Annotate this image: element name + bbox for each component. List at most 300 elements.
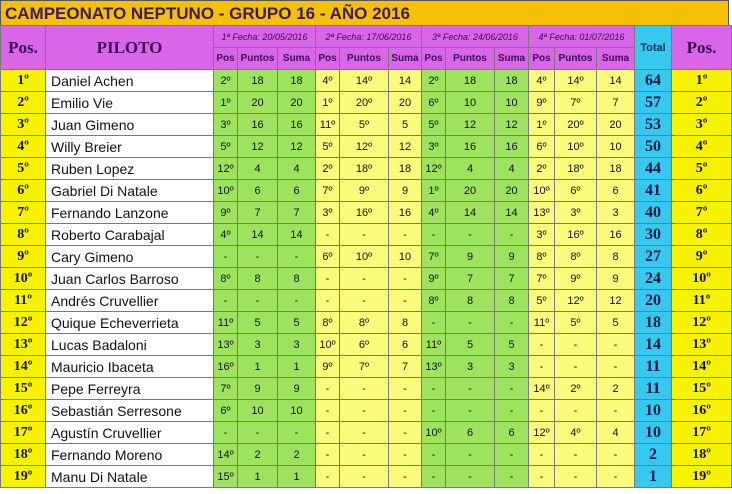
sum-cell: -	[495, 378, 529, 400]
sum-cell: 12	[389, 136, 422, 158]
points-cell: -	[446, 224, 495, 246]
subheader-suma-fecha-3: Suma	[495, 48, 529, 70]
pilot-name-cell: Manu Di Natale	[46, 466, 214, 488]
points-cell: 2º	[555, 378, 597, 400]
points-cell: 3	[238, 334, 278, 356]
race-pos-cell: 12º	[214, 158, 238, 180]
points-cell: 6	[238, 180, 278, 202]
race-pos-cell: -	[316, 422, 340, 444]
sum-cell: -	[389, 444, 422, 466]
position-cell: 19º	[1, 466, 46, 488]
header-piloto: PILOTO	[46, 26, 214, 70]
pilot-name-cell: Sebastián Serresone	[46, 400, 214, 422]
race-pos-cell: -	[316, 444, 340, 466]
points-cell: 9	[238, 378, 278, 400]
total-cell: 41	[635, 180, 672, 202]
subheader-pos-fecha-3: Pos	[422, 48, 446, 70]
race-pos-cell: 6º	[422, 92, 446, 114]
points-cell: 20	[446, 180, 495, 202]
points-cell: -	[555, 466, 597, 488]
sum-cell: -	[495, 224, 529, 246]
race-pos-cell: 3º	[316, 202, 340, 224]
race-pos-cell: 3º	[422, 136, 446, 158]
points-cell: 18º	[555, 158, 597, 180]
race-pos-cell: 1º	[316, 92, 340, 114]
subheader-suma-fecha-2: Suma	[389, 48, 422, 70]
race-pos-cell: -	[316, 268, 340, 290]
race-pos-cell: -	[529, 466, 555, 488]
sum-cell: 12	[278, 136, 316, 158]
sum-cell: 6	[495, 422, 529, 444]
sum-cell: 4	[278, 158, 316, 180]
position-cell-right: 4º	[672, 136, 732, 158]
points-cell: -	[238, 246, 278, 268]
table-row	[1, 136, 732, 158]
pilot-name-cell: Emilio Vie	[46, 92, 214, 114]
points-cell: 1	[238, 356, 278, 378]
sum-cell: 20	[495, 180, 529, 202]
points-cell: -	[446, 312, 495, 334]
sum-cell: -	[389, 224, 422, 246]
position-cell: 15º	[1, 378, 46, 400]
sum-cell: -	[389, 378, 422, 400]
pilot-name-cell: Quique Echeverrieta	[46, 312, 214, 334]
race-pos-cell: 7º	[422, 246, 446, 268]
sum-cell: -	[495, 400, 529, 422]
pilot-name-cell: Fernando Moreno	[46, 444, 214, 466]
position-cell: 12º	[1, 312, 46, 334]
pilot-name-cell: Fernando Lanzone	[46, 202, 214, 224]
points-cell: -	[340, 400, 389, 422]
pilot-name-cell: Ruben Lopez	[46, 158, 214, 180]
points-cell: 20º	[340, 92, 389, 114]
points-cell: 10º	[555, 136, 597, 158]
header-fecha-2: 2ª Fecha: 17/06/2016	[316, 26, 422, 48]
sum-cell: 9	[278, 378, 316, 400]
position-cell-right: 8º	[672, 224, 732, 246]
position-cell: 11º	[1, 290, 46, 312]
sum-cell: 14	[389, 70, 422, 92]
sum-cell: -	[597, 356, 635, 378]
points-cell: 12	[238, 136, 278, 158]
position-cell: 8º	[1, 224, 46, 246]
sum-cell: 20	[278, 92, 316, 114]
table-row	[1, 422, 732, 444]
position-cell: 13º	[1, 334, 46, 356]
sum-cell: 20	[389, 92, 422, 114]
subheader-pos-fecha-4: Pos	[529, 48, 555, 70]
race-pos-cell: 3º	[529, 224, 555, 246]
header-total: Total	[635, 26, 672, 70]
points-cell: 20º	[555, 114, 597, 136]
points-cell: 10º	[340, 246, 389, 268]
subheader-pos-fecha-1: Pos	[214, 48, 238, 70]
sum-cell: 5	[495, 334, 529, 356]
position-cell: 5º	[1, 158, 46, 180]
sum-cell: 5	[389, 114, 422, 136]
position-cell-right: 3º	[672, 114, 732, 136]
points-cell: 7º	[340, 356, 389, 378]
total-cell: 20	[635, 290, 672, 312]
sum-cell: 1	[278, 466, 316, 488]
points-cell: -	[446, 378, 495, 400]
table-row	[1, 444, 732, 466]
sum-cell: 7	[495, 268, 529, 290]
points-cell: -	[340, 290, 389, 312]
total-cell: 40	[635, 202, 672, 224]
total-cell: 27	[635, 246, 672, 268]
sum-cell: 16	[495, 136, 529, 158]
sum-cell: 10	[495, 92, 529, 114]
sum-cell: 10	[278, 400, 316, 422]
position-cell-right: 15º	[672, 378, 732, 400]
points-cell: -	[340, 378, 389, 400]
position-cell-right: 9º	[672, 246, 732, 268]
race-pos-cell: 10º	[422, 422, 446, 444]
table-row	[1, 202, 732, 224]
position-cell-right: 17º	[672, 422, 732, 444]
pilot-name-cell: Daniel Achen	[46, 70, 214, 92]
table-row	[1, 290, 732, 312]
pilot-name-cell: Willy Breier	[46, 136, 214, 158]
race-pos-cell: 9º	[316, 356, 340, 378]
race-pos-cell: 2º	[214, 70, 238, 92]
position-cell-right: 2º	[672, 92, 732, 114]
points-cell: 18º	[340, 158, 389, 180]
race-pos-cell: 2º	[316, 158, 340, 180]
sum-cell: 6	[389, 334, 422, 356]
race-pos-cell: 11º	[529, 312, 555, 334]
race-pos-cell: 9º	[422, 268, 446, 290]
race-pos-cell: 6º	[529, 136, 555, 158]
sum-cell: 18	[278, 70, 316, 92]
table-row	[1, 92, 732, 114]
subheader-puntos-fecha-3: Puntos	[446, 48, 495, 70]
total-cell: 2	[635, 444, 672, 466]
race-pos-cell: 8º	[529, 246, 555, 268]
position-cell: 4º	[1, 136, 46, 158]
sum-cell: 3	[597, 202, 635, 224]
total-cell: 53	[635, 114, 672, 136]
points-cell: 9º	[340, 180, 389, 202]
points-cell: -	[340, 444, 389, 466]
table-row	[1, 70, 732, 92]
sum-cell: -	[495, 466, 529, 488]
sum-cell: -	[597, 466, 635, 488]
position-cell: 9º	[1, 246, 46, 268]
sum-cell: -	[278, 290, 316, 312]
race-pos-cell: 12º	[529, 422, 555, 444]
sum-cell: 2	[278, 444, 316, 466]
points-cell: 16	[238, 114, 278, 136]
race-pos-cell: 4º	[529, 70, 555, 92]
race-pos-cell: 10º	[214, 180, 238, 202]
sum-cell: 8	[389, 312, 422, 334]
points-cell: 18	[238, 70, 278, 92]
total-cell: 14	[635, 334, 672, 356]
race-pos-cell: 16º	[214, 356, 238, 378]
points-cell: 8	[238, 268, 278, 290]
points-cell: -	[555, 356, 597, 378]
race-pos-cell: -	[316, 290, 340, 312]
table-row	[1, 180, 732, 202]
points-cell: 3	[446, 356, 495, 378]
sum-cell: 8	[495, 290, 529, 312]
total-cell: 50	[635, 136, 672, 158]
sum-cell: 12	[597, 290, 635, 312]
sheet-title: CAMPEONATO NEPTUNO - GRUPO 16 - AÑO 2016	[0, 0, 729, 25]
sum-cell: 6	[278, 180, 316, 202]
race-pos-cell: 11º	[422, 334, 446, 356]
race-pos-cell: 4º	[316, 70, 340, 92]
sum-cell: -	[389, 268, 422, 290]
points-cell: 7º	[555, 92, 597, 114]
position-cell: 6º	[1, 180, 46, 202]
header-pos-right: Pos.	[672, 26, 732, 70]
race-pos-cell: 5º	[316, 136, 340, 158]
race-pos-cell: -	[529, 444, 555, 466]
position-cell: 2º	[1, 92, 46, 114]
table-row	[1, 356, 732, 378]
points-cell: -	[555, 400, 597, 422]
points-cell: 6º	[555, 180, 597, 202]
race-pos-cell: 8º	[422, 290, 446, 312]
race-pos-cell: 2º	[529, 158, 555, 180]
race-pos-cell: -	[316, 378, 340, 400]
points-cell: -	[446, 466, 495, 488]
subheader-suma-fecha-1: Suma	[278, 48, 316, 70]
points-cell: 5	[238, 312, 278, 334]
points-cell: 1	[238, 466, 278, 488]
position-cell-right: 5º	[672, 158, 732, 180]
position-cell: 3º	[1, 114, 46, 136]
race-pos-cell: -	[422, 312, 446, 334]
sum-cell: 9	[389, 180, 422, 202]
race-pos-cell: -	[422, 378, 446, 400]
sum-cell: -	[389, 290, 422, 312]
position-cell-right: 18º	[672, 444, 732, 466]
points-cell: -	[555, 444, 597, 466]
table-row	[1, 114, 732, 136]
race-pos-cell: 6º	[316, 246, 340, 268]
points-cell: -	[340, 268, 389, 290]
points-cell: 16º	[555, 224, 597, 246]
total-cell: 10	[635, 422, 672, 444]
race-pos-cell: -	[422, 224, 446, 246]
subheader-puntos-fecha-2: Puntos	[340, 48, 389, 70]
race-pos-cell: 8º	[316, 312, 340, 334]
sum-cell: 9	[495, 246, 529, 268]
points-cell: 12	[446, 114, 495, 136]
race-pos-cell: -	[422, 400, 446, 422]
table-row	[1, 268, 732, 290]
race-pos-cell: 4º	[214, 224, 238, 246]
subheader-suma-fecha-4: Suma	[597, 48, 635, 70]
total-cell: 10	[635, 400, 672, 422]
table-row	[1, 312, 732, 334]
position-cell-right: 6º	[672, 180, 732, 202]
sum-cell: 20	[597, 114, 635, 136]
race-pos-cell: 13º	[422, 356, 446, 378]
position-cell-right: 19º	[672, 466, 732, 488]
race-pos-cell: 4º	[422, 202, 446, 224]
race-pos-cell: 7º	[316, 180, 340, 202]
position-cell: 16º	[1, 400, 46, 422]
sum-cell: 4	[495, 158, 529, 180]
sum-cell: 7	[389, 356, 422, 378]
header-fecha-1: 1ª Fecha: 20/05/2016	[214, 26, 316, 48]
sum-cell: -	[495, 444, 529, 466]
race-pos-cell: 2º	[422, 70, 446, 92]
total-cell: 64	[635, 70, 672, 92]
race-pos-cell: 12º	[422, 158, 446, 180]
points-cell: 20	[238, 92, 278, 114]
sum-cell: -	[597, 400, 635, 422]
race-pos-cell: 9º	[214, 202, 238, 224]
race-pos-cell: 3º	[214, 114, 238, 136]
points-cell: -	[340, 422, 389, 444]
position-cell-right: 16º	[672, 400, 732, 422]
points-cell: -	[555, 334, 597, 356]
subheader-puntos-fecha-4: Puntos	[555, 48, 597, 70]
race-pos-cell: 8º	[214, 268, 238, 290]
points-cell: 18	[446, 70, 495, 92]
total-cell: 57	[635, 92, 672, 114]
points-cell: 9º	[555, 268, 597, 290]
pilot-name-cell: Cary Gimeno	[46, 246, 214, 268]
total-cell: 18	[635, 312, 672, 334]
points-cell: -	[340, 224, 389, 246]
standings-table	[0, 25, 732, 488]
race-pos-cell: -	[316, 400, 340, 422]
pilot-name-cell: Pepe Ferreyra	[46, 378, 214, 400]
sum-cell: 2	[597, 378, 635, 400]
total-cell: 1	[635, 466, 672, 488]
points-cell: 10	[446, 92, 495, 114]
pilot-name-cell: Agustín Cruvellier	[46, 422, 214, 444]
points-cell: 8	[446, 290, 495, 312]
pilot-name-cell: Gabriel Di Natale	[46, 180, 214, 202]
sum-cell: 12	[495, 114, 529, 136]
points-cell: 14º	[340, 70, 389, 92]
sum-cell: -	[495, 312, 529, 334]
race-pos-cell: -	[214, 290, 238, 312]
points-cell: 8º	[340, 312, 389, 334]
sum-cell: -	[278, 422, 316, 444]
race-pos-cell: -	[422, 444, 446, 466]
points-cell: 12º	[340, 136, 389, 158]
points-cell: 12º	[555, 290, 597, 312]
pilot-name-cell: Juan Gimeno	[46, 114, 214, 136]
sum-cell: -	[278, 246, 316, 268]
race-pos-cell: 10º	[316, 334, 340, 356]
total-cell: 11	[635, 356, 672, 378]
total-cell: 44	[635, 158, 672, 180]
sum-cell: -	[389, 466, 422, 488]
points-cell: 14º	[555, 70, 597, 92]
sum-cell: 16	[389, 202, 422, 224]
sum-cell: 16	[278, 114, 316, 136]
sum-cell: -	[597, 444, 635, 466]
position-cell: 7º	[1, 202, 46, 224]
points-cell: 6	[446, 422, 495, 444]
points-cell: 5º	[340, 114, 389, 136]
points-cell: -	[238, 422, 278, 444]
sum-cell: 18	[597, 158, 635, 180]
sum-cell: 18	[389, 158, 422, 180]
table-row	[1, 246, 732, 268]
race-pos-cell: 1º	[214, 92, 238, 114]
points-cell: 16	[446, 136, 495, 158]
position-cell: 10º	[1, 268, 46, 290]
header-row-fechas	[1, 26, 732, 48]
sum-cell: 3	[495, 356, 529, 378]
sum-cell: 5	[278, 312, 316, 334]
header-pos: Pos.	[1, 26, 46, 70]
position-cell-right: 13º	[672, 334, 732, 356]
points-cell: 14	[238, 224, 278, 246]
pilot-name-cell: Lucas Badaloni	[46, 334, 214, 356]
sum-cell: 18	[495, 70, 529, 92]
race-pos-cell: -	[529, 400, 555, 422]
subheader-puntos-fecha-1: Puntos	[238, 48, 278, 70]
total-cell: 11	[635, 378, 672, 400]
points-cell: 10	[238, 400, 278, 422]
race-pos-cell: 10º	[529, 180, 555, 202]
sum-cell: 14	[278, 224, 316, 246]
points-cell: 2	[238, 444, 278, 466]
race-pos-cell: 5º	[214, 136, 238, 158]
race-pos-cell: -	[529, 356, 555, 378]
sum-cell: -	[597, 334, 635, 356]
sum-cell: 6	[597, 180, 635, 202]
table-row	[1, 400, 732, 422]
pilot-name-cell: Juan Carlos Barroso	[46, 268, 214, 290]
race-pos-cell: -	[422, 466, 446, 488]
race-pos-cell: 7º	[214, 378, 238, 400]
race-pos-cell: 6º	[214, 400, 238, 422]
sum-cell: 1	[278, 356, 316, 378]
position-cell-right: 7º	[672, 202, 732, 224]
race-pos-cell: 13º	[529, 202, 555, 224]
points-cell: 7	[238, 202, 278, 224]
position-cell: 1º	[1, 70, 46, 92]
points-cell: 5º	[555, 312, 597, 334]
table-row	[1, 334, 732, 356]
position-cell: 14º	[1, 356, 46, 378]
race-pos-cell: 9º	[529, 92, 555, 114]
header-fecha-4: 4ª Fecha: 01/07/2016	[529, 26, 635, 48]
points-cell: 8º	[555, 246, 597, 268]
table-row	[1, 158, 732, 180]
race-pos-cell: 1º	[422, 180, 446, 202]
sum-cell: -	[389, 400, 422, 422]
subheader-pos-fecha-2: Pos	[316, 48, 340, 70]
points-cell: 4	[446, 158, 495, 180]
points-cell: -	[446, 400, 495, 422]
points-cell: 3º	[555, 202, 597, 224]
sum-cell: 4	[597, 422, 635, 444]
race-pos-cell: 15º	[214, 466, 238, 488]
sum-cell: 7	[597, 92, 635, 114]
sum-cell: -	[389, 422, 422, 444]
points-cell: 7	[446, 268, 495, 290]
sum-cell: 9	[597, 268, 635, 290]
table-row	[1, 224, 732, 246]
race-pos-cell: 11º	[214, 312, 238, 334]
sum-cell: 10	[389, 246, 422, 268]
position-cell-right: 14º	[672, 356, 732, 378]
